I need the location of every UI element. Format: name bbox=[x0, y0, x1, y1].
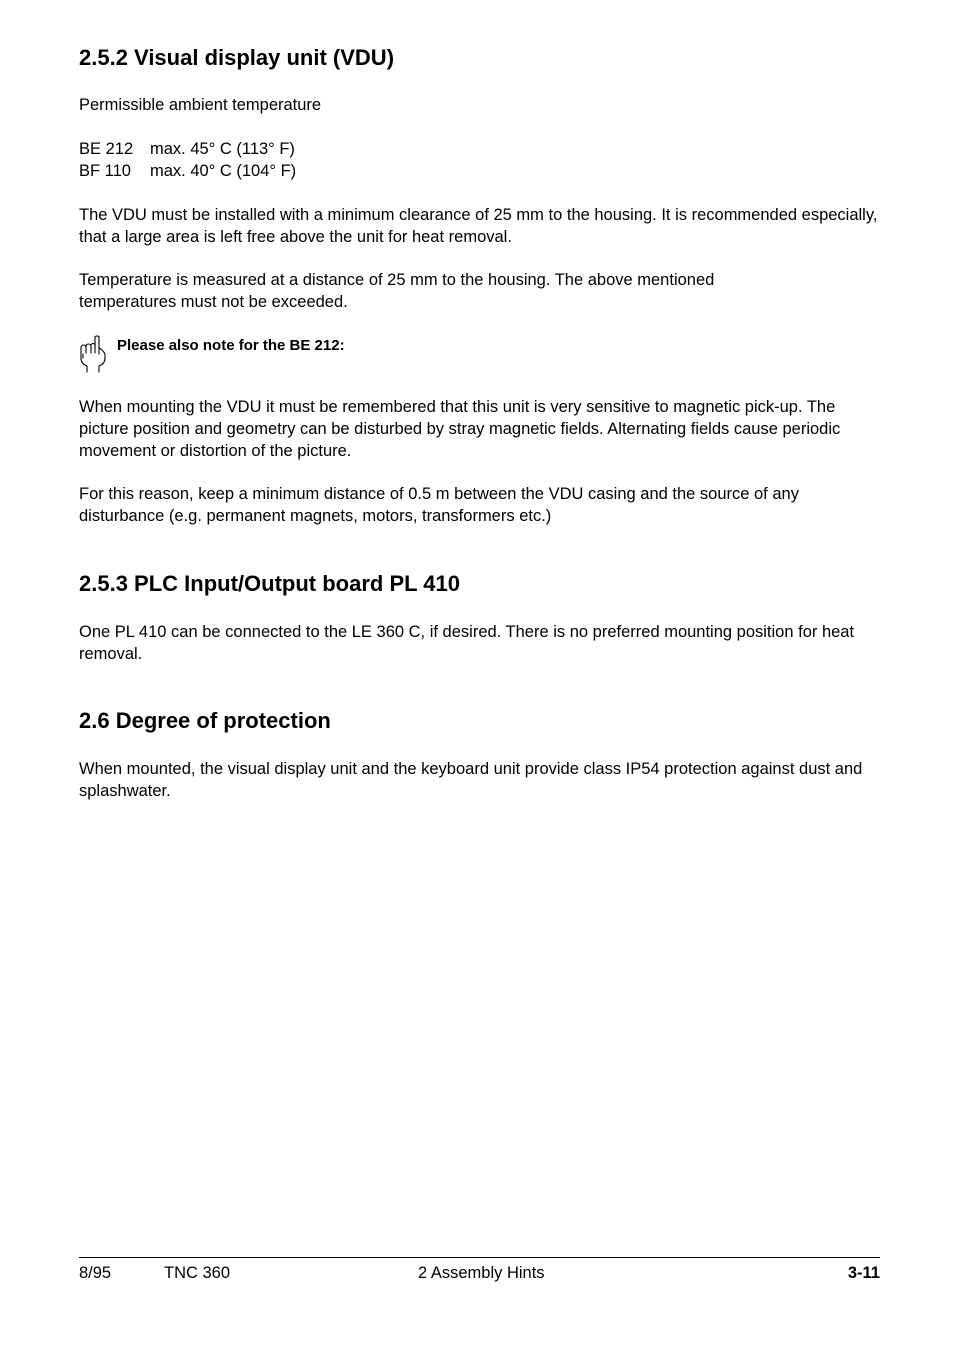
para-magnetic: When mounting the VDU it must be remembered that this unit is very sensitive to magnetic pick-up. The picture position and geometry can be disturbed by stray magnetic fields. Alternating fields cause periodic movement or distortion of the picture. bbox=[79, 398, 841, 460]
temp-value: max. 45° C (113° F) bbox=[150, 140, 295, 158]
temp-model: BF 110 bbox=[79, 162, 131, 180]
pointing-hand-icon bbox=[79, 334, 107, 374]
temp-value: max. 40° C (104° F) bbox=[150, 162, 297, 180]
para-measured: Temperature is measured at a distance of 25 mm to the housing. The above mentioned temperatures must not be exceeded. bbox=[79, 271, 715, 311]
para-distance: For this reason, keep a minimum distance of 0.5 m between the VDU casing and the source of any disturbance (e.g. permanent magnets, motors, transformers etc.) bbox=[79, 485, 799, 525]
temp-model: BE 212 bbox=[79, 140, 134, 158]
para-protection: When mounted, the visual display unit and the keyboard unit provide class IP54 protection against dust and splashwater. bbox=[79, 760, 863, 800]
heading-protection: 2.6 Degree of protection bbox=[79, 708, 331, 733]
footer-model: TNC 360 bbox=[164, 1264, 231, 1282]
footer-page-number: 3-11 bbox=[847, 1264, 880, 1282]
heading-vdu: 2.5.2 Visual display unit (VDU) bbox=[79, 45, 395, 70]
footer-chapter: 2 Assembly Hints bbox=[418, 1264, 545, 1282]
heading-plc: 2.5.3 PLC Input/Output board PL 410 bbox=[79, 571, 460, 596]
temperature-intro: Permissible ambient temperature bbox=[79, 96, 322, 114]
footer-date: 8/95 bbox=[79, 1264, 112, 1282]
temp-row-bf110 bbox=[79, 160, 296, 182]
footer-divider bbox=[79, 1257, 880, 1258]
temp-row-be212 bbox=[79, 138, 295, 160]
note-callout bbox=[79, 334, 345, 374]
para-clearance: The VDU must be installed with a minimum clearance of 25 mm to the housing. It is recommended especially, that a large area is left free above the unit for heat removal. bbox=[79, 206, 878, 246]
note-label: Please also note for the BE 212: bbox=[117, 337, 345, 354]
para-plc: One PL 410 can be connected to the LE 360 C, if desired. There is no preferred mounting position for heat removal. bbox=[79, 623, 855, 663]
